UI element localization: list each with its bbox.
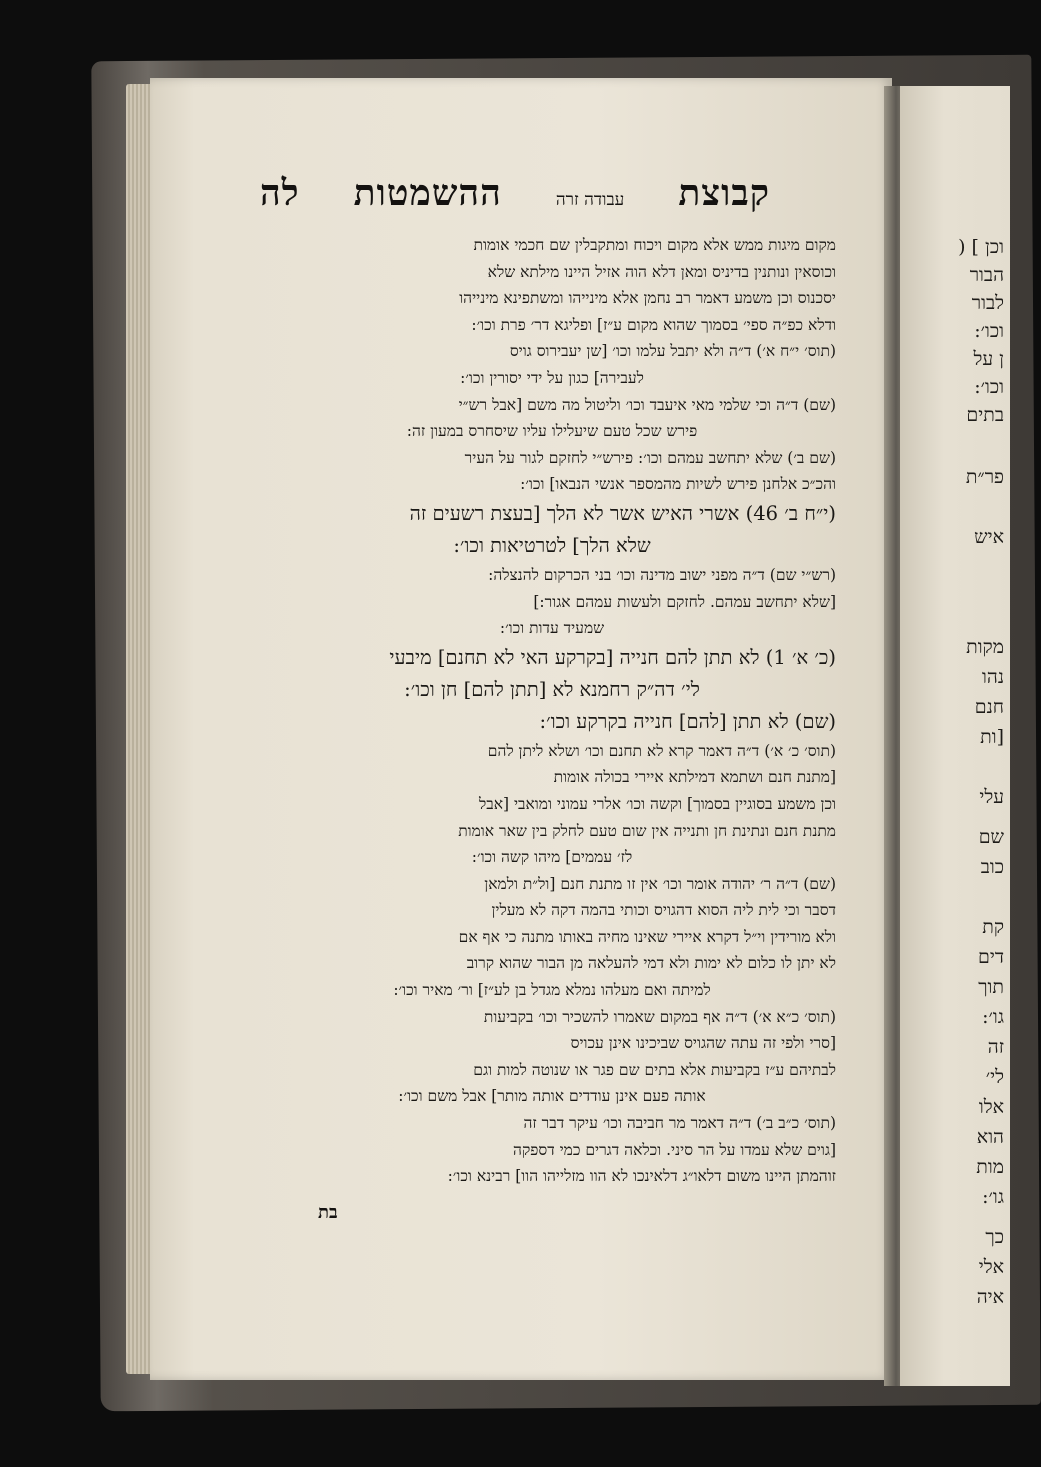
text-line: (תוס׳ כ׳ א׳) ד״ה דאמר קרא לא תחנם וכו׳ ושלא ליתן להם [487,741,836,760]
right-page-fragment: [ות [980,726,1004,748]
text-line: [מתנת חנם ושתמא דמילתא איירי בכולה אומות [553,768,836,787]
text-line: יסכנוס וכן משמע דאמר רב נחמן אלא מינייהו ומשתפינא מינייהו [459,289,836,308]
right-page-fragment: וכן ] ( [958,236,1004,258]
text-line: [שלא יתחשב עמהם. לחזקם ולעשות עמהם אגור:] [533,592,836,611]
text-line: שמעיד עדות וכו׳: [499,619,605,638]
right-page-fragment: וכו׳: [974,376,1004,398]
right-page-fragment: בתים [966,404,1004,426]
right-page-fragment: מקות [966,636,1004,658]
right-page-fragment: לי׳ [985,1066,1004,1088]
text-line: (שם) ד״ה וכי שלמי מאי איעבד וכו׳ וליטול מה משם [אבל רש״י [458,395,836,414]
text-line: (שם) לא תתן [להם] חנייה בקרקע וכו׳: [539,709,836,733]
text-line: (תוס׳ כ״א א׳) ד״ה אף במקום שאמרו להשכיר וכו׳ בקביעות [483,1007,836,1026]
right-page-fragment: גו׳: [982,1186,1004,1208]
right-page-fragment: שם [978,826,1004,848]
text-line: ולא מורידין וי״ל דקרא איירי שאינו מחיה באותו מתנה כי אף אם [458,927,836,946]
right-page-fragment: וכו׳: [974,320,1004,342]
text-line: לבתיהם ע״ז בקביעות אלא בתים שם פגר או שנוטה למות וגם [473,1060,836,1079]
text-line: מתנת חנם ונתינת חן ותנייה אין שום טעם לחלק בין שאר אומות [458,821,836,840]
text-line: זוהמתן היינו משום דלאו״ג דלאינכו לא הוו מזלייהו הוו] רבינא וכו׳: [447,1167,836,1186]
text-line: לז׳ עממים] מיהו קשה וכו׳: [471,848,633,867]
text-line: [סרי ולפי זה עתה שהגויס שביכינו אינן עכויס [570,1034,836,1053]
page-number: לה [260,172,300,214]
text-line: (שם) ד״ה ר׳ יהודה אומר וכו׳ אין זו מתנת חנם [ול״ת ולמאן [484,874,836,893]
right-page-fragment: מות [976,1156,1004,1178]
text-line: אותה פעם אינן עודדים אותה מותר] אבל משם וכו׳: [398,1087,706,1106]
right-page-fragment: איה [976,1286,1004,1308]
right-page-fragment: איש [974,526,1004,548]
right-page [900,86,1010,1386]
text-line: (שם ב׳) שלא יתחשב עמהם וכו׳: פירש״י לחזקם לגור על העיר [464,448,836,467]
right-page-fragment: אלו [978,1096,1004,1118]
running-header [260,172,770,220]
header-title-left: ההשמטות [353,172,502,214]
right-page-fragment: נהו [982,666,1004,688]
right-page-fragment: דים [978,946,1004,968]
text-line: לא יתן לו כלום לא ימות ולא דמי להעלאה מן הבור שהוא קרוב [466,954,836,973]
text-line: למיתה ואם מעלהו נמלא מגדל בן לע״ז] ור׳ מאיר וכו׳: [393,981,711,1000]
text-line: ודלא כפ״ה ספי׳ בסמוך שהוא מקום ע״ז] ופליגא דר׳ פרת וכו׳: [471,315,836,334]
right-page-fragment: פר״ת [965,466,1004,488]
right-page-fragment: חנם [974,696,1004,718]
right-page-fragment: אלי [978,1256,1004,1278]
body-text [268,232,836,1190]
right-page-fragment: כוב [980,856,1004,878]
text-line: שלא הלך] לטרטיאות וכו׳: [453,533,651,557]
right-page-fragment: הבור [969,264,1004,286]
text-line: (כ׳ א׳ 1) לא תתן להם חנייה [בקרקע האי לא תחנם] מיבעי [389,645,836,669]
text-line: (י״ח ב׳ 46) אשרי האיש אשר לא הלך [בעצת רשעים זה [409,501,836,525]
right-page-fragment: עלי [979,786,1004,808]
right-page-fragment: לבור [971,292,1004,314]
catchword: בת [318,1202,338,1223]
text-line: לי׳ דה״ק רחמנא לא [תתן להם] חן וכו׳: [404,677,700,701]
header-title-right: קבוצת [678,172,770,214]
header-tractate: עבודה זרה [555,190,625,210]
text-line: (רש״י שם) ד״ה מפני ישוב מדינה וכו׳ בני הכרקום להנצלה: [488,565,836,584]
text-line: וכוסאין ונותנין בדיניס ומאן דלא הוה אזיל היינו מילתא שלא [487,262,836,281]
text-line: מקום מיגות ממש אלא מקום ויכוח ומתקבלין שם חכמי אומות [473,236,836,254]
right-page-fragment: זה [987,1036,1004,1058]
right-page-fragment: ן על [973,348,1004,370]
text-line: (תוס׳ י״ח א׳) ד״ה ולא יתבל עלמו וכו׳ [שן יעבירוס גויס [509,342,836,361]
text-line: לעבירה] כגון על ידי יסורין וכו׳: [460,368,644,387]
right-page-fragment: תוך [978,976,1004,998]
text-line: פירש שכל טעם שיעלילו עליו שיסחרס במעון זה: [406,422,698,441]
right-page-fragment: גו׳: [982,1006,1004,1028]
text-line: דסבר וכי לית ליה הסוא דהגויס וכותי בהמה דקה לא מעלין [491,901,836,920]
text-line: והכ״כ אלחנן פירש לשיות מהמספר אנשי הנבאו] וכו׳: [520,475,836,494]
text-line: [גוים שלא עמדו על הר סיני. וכלאה דגרים כמי דספקה [513,1140,836,1159]
right-page-fragment: כך [985,1226,1004,1248]
right-page-fragment: קת [982,916,1004,938]
text-line: (תוס׳ כ״ב ב׳) ד״ה דאמר מר חביבה וכו׳ עיקר דבר זה [523,1114,836,1133]
right-page-fragment: הוא [976,1126,1004,1148]
text-line: וכן משמע בסוגיין בסמוך] וקשה וכו׳ אלרי עמוני ומואבי [אבל [478,794,836,813]
